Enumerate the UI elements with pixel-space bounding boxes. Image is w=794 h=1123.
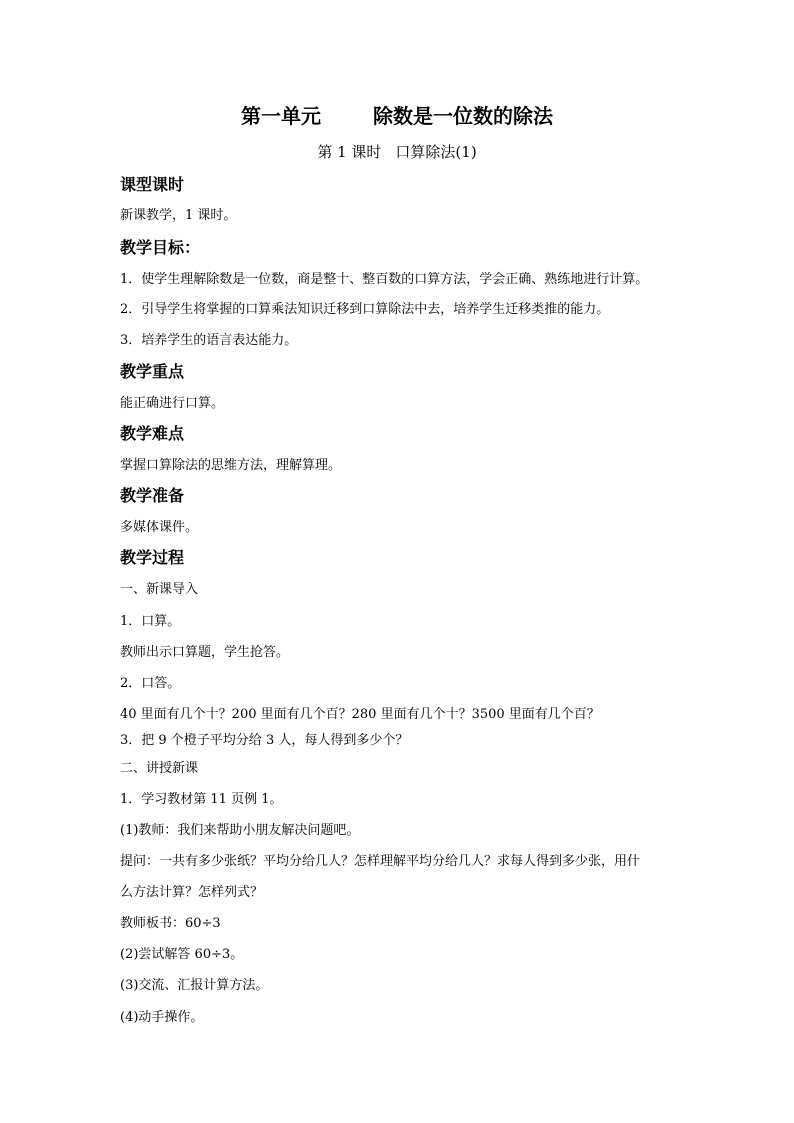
text-preparation: 多媒体课件。: [120, 520, 199, 535]
part-2-sub-2: (2)尝试解答 60÷3。: [120, 947, 244, 962]
part-2-sub-4: (4)动手操作。: [120, 1010, 204, 1025]
goal-item-1: 1．使学生理解除数是一位数，商是整十、整百数的口算方法，学会正确、熟练地进行计算。: [120, 272, 649, 287]
part-1-item-2-text: 40 里面有几个十？200 里面有几个百？280 里面有几个十？3500 里面有几个百？: [120, 707, 600, 722]
part-1-item-2: 2．口答。: [120, 676, 181, 691]
heading-difficulty: 教学难点: [120, 424, 185, 443]
part-1-item-1-text: 教师出示口算题，学生抢答。: [120, 645, 290, 660]
heading-preparation: 教学准备: [120, 486, 185, 505]
part-2-sub-1: (1)教师：我们来帮助小朋友解决问题吧。: [120, 823, 360, 838]
unit-name: 除数是一位数的除法: [373, 104, 553, 128]
text-lesson-type: 新课教学，1 课时。: [120, 208, 237, 223]
lesson-subtitle: [0, 145, 794, 160]
part-1-item-1: 1．口算。: [120, 614, 181, 629]
heading-process: 教学过程: [120, 548, 185, 567]
heading-lesson-type: 课型课时: [120, 175, 185, 194]
part-2-item-1: 1．学习教材第 11 页例 1。: [120, 792, 283, 807]
unit-label: 第一单元: [241, 104, 321, 128]
heading-key-point: 教学重点: [120, 362, 185, 381]
part-2-board: 教师板书：60÷3: [120, 916, 221, 931]
heading-goals: 教学目标：: [120, 238, 201, 257]
part-2-question-line-1: 提问：一共有多少张纸？平均分给几人？怎样理解平均分给几人？求每人得到多少张，用什: [120, 854, 641, 869]
part-2-question-line-2: 么方法计算？怎样列式？: [120, 885, 264, 900]
part-2-sub-3: (3)交流、汇报计算方法。: [120, 978, 269, 993]
lesson-topic: 口算除法(1): [395, 143, 477, 161]
part-1-title: 一、新课导入: [120, 582, 199, 597]
document-title: [0, 106, 794, 126]
goal-item-2: 2．引导学生将掌握的口算乘法知识迁移到口算除法中去，培养学生迁移类推的能力。: [120, 302, 610, 317]
part-2-title: 二、讲授新课: [120, 761, 199, 776]
text-key-point: 能正确进行口算。: [120, 396, 225, 411]
goal-item-3: 3．培养学生的语言表达能力。: [120, 333, 298, 348]
part-1-item-3: 3．把 9 个橙子平均分给 3 人，每人得到多少个？: [120, 733, 409, 748]
lesson-number: 第 1 课时: [317, 143, 382, 161]
text-difficulty: 掌握口算除法的思维方法，理解算理。: [120, 458, 342, 473]
